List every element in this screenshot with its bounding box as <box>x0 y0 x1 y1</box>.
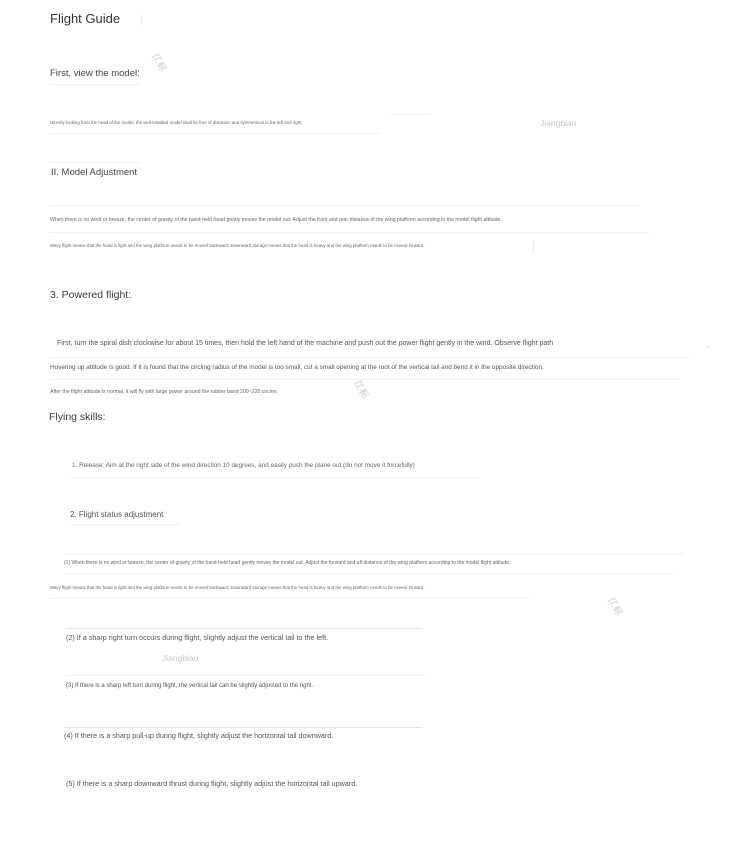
page-title: Flight Guide <box>50 11 121 26</box>
ghost-mark <box>50 379 680 380</box>
section-powered-line3: After the flight attitude is normal, it will fly with large power around the rubber band 200~220 circles. <box>50 389 278 395</box>
skills-item-adjustment: 2. Flight status adjustment <box>70 510 164 519</box>
section-powered-line2: Hovering up attitude is good. If it is found that the circling radius of the model is too small, cut a small opening at the root of the vertical tail and bend it in the opposite direction. <box>50 364 544 371</box>
ghost-mark <box>66 628 422 629</box>
ghost-mark <box>390 114 430 115</box>
skills-heading: Flying skills: <box>49 411 106 423</box>
brand-watermark: Jiangbiao <box>162 653 199 663</box>
skills-sub4: (4) If there is a sharp pull-up during flight, slightly adjust the horizontal tail downward. <box>64 731 334 740</box>
skills-sub5: (5) If there is a sharp downward thrust during flight, slightly adjust the horizontal tail upward. <box>66 779 358 788</box>
ghost-mark <box>50 133 380 134</box>
skills-sub2: (2) If a sharp right turn occurs during flight, slightly adjust the vertical tail to the left. <box>66 633 329 642</box>
stamp-watermark: 江标 <box>606 595 625 618</box>
section-adjustment-line1: When there is no wind or breeze, the center of gravity of the hand-held head gently moves the model out. Adjust the front and rear distance of the wing platform according to the model flight attitude. <box>50 217 502 223</box>
ghost-mark <box>64 727 422 728</box>
ghost-mark <box>50 357 690 358</box>
ghost-mark <box>50 84 140 85</box>
stamp-watermark: 江标 <box>150 51 169 74</box>
section-adjustment-line2: Wavy flight means that the head is light and the wing platform needs to be moved backward; Downward storage means that the head is heavy and the wing platform needs to be moved forward. <box>50 243 425 248</box>
ghost-mark: , <box>707 343 709 349</box>
ghost-mark <box>70 478 480 479</box>
ghost-mark <box>50 162 140 163</box>
ghost-mark <box>533 240 534 252</box>
ghost-mark <box>64 574 674 575</box>
ghost-mark <box>50 232 650 233</box>
ghost-mark <box>64 553 684 554</box>
section-view-heading: First, view the model: <box>50 68 140 79</box>
section-powered-line1: First, turn the spiral dish clockwise for about 15 times, then hold the left hand of the machine and push out the power flight gently in the wind. Observe flight path <box>57 340 554 347</box>
skills-item-release: 1. Release: Aim at the right side of the wind direction 10 degrees, and easily push the plane out (do not move it forcefully) <box>72 462 415 469</box>
skills-sub1: (1) When there is no wind or breeze, the center of gravity of the hand-held head gently moves the model out. Adjust the forward and aft distance of the wing platform according to the model flight attitude. <box>64 560 511 566</box>
section-powered-heading: 3. Powered flight: <box>50 289 132 301</box>
skills-sub3: (3) If there is a sharp left turn during flight, the vertical tail can be slightly adjusted to the right. <box>66 683 314 689</box>
ghost-mark <box>70 524 180 525</box>
skills-sub1b: Wavy flight means that the head is light and the wing platform needs to be moved backward; Downward storage means that the head is heavy and the wing platform needs to be moved forward. <box>50 585 425 590</box>
brand-watermark: Jiangbiao <box>540 118 577 128</box>
ghost-mark <box>141 14 142 26</box>
ghost-mark <box>50 205 640 206</box>
section-adjustment-heading: II. Model Adjustment <box>51 167 138 178</box>
ghost-mark <box>66 675 426 676</box>
ghost-mark <box>50 598 530 599</box>
section-view-text: Directly looking from the head of the model, the well-installed model shall be free of distortion and symmetrical to the left and right. <box>50 120 303 125</box>
stamp-watermark: 江标 <box>352 378 371 401</box>
